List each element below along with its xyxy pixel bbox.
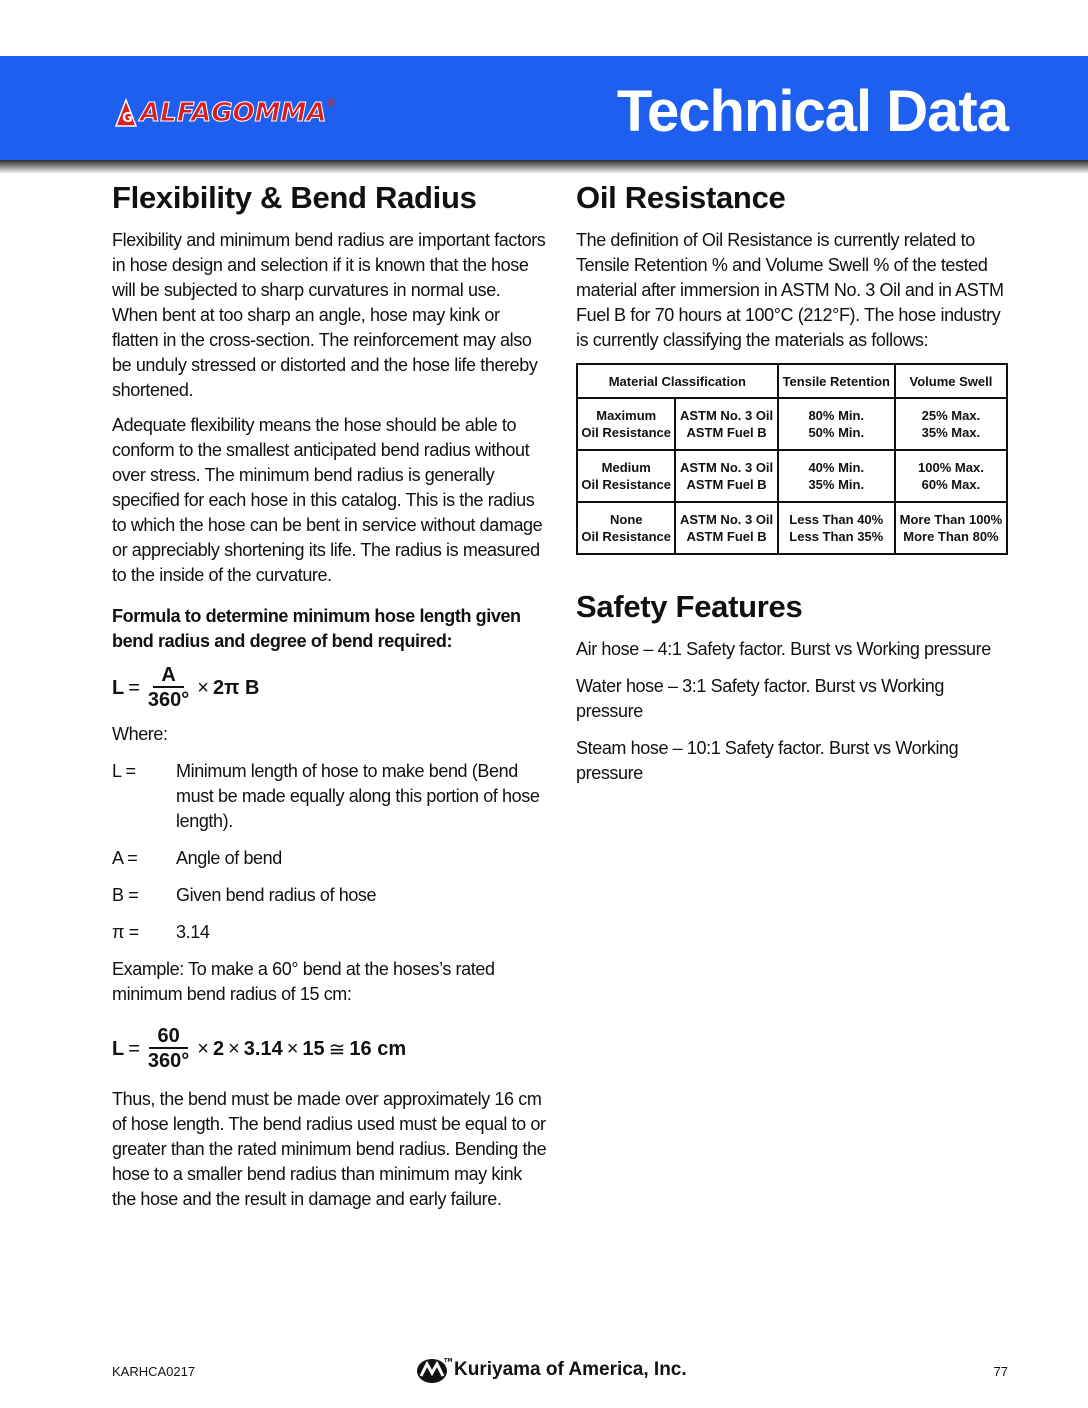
- test-line-2: ASTM Fuel B: [686, 477, 767, 492]
- tensile-line-2: Less Than 35%: [789, 529, 884, 544]
- tensile-line-2: 35% Min.: [808, 477, 865, 492]
- formula2-fifteen: 15: [302, 1037, 325, 1060]
- oil-resistance-section: [576, 180, 1012, 796]
- tensile-line-2: 50% Min.: [808, 425, 865, 440]
- formula2-equals: =: [128, 1037, 140, 1060]
- test-cell: [675, 398, 777, 450]
- definition-key: π =: [112, 922, 139, 942]
- svg-text:TM: TM: [444, 1358, 453, 1364]
- definition-key: B =: [112, 885, 139, 905]
- definition-value: Angle of bend: [176, 848, 282, 868]
- definition-row: [112, 883, 548, 908]
- test-cell: [675, 450, 777, 502]
- formula2-times-1: ×: [197, 1037, 209, 1060]
- formula-rest: 2π B: [212, 676, 260, 699]
- definition-row: [112, 920, 548, 945]
- class-line-2: Oil Resistance: [581, 425, 672, 440]
- formula-example: [112, 1025, 548, 1073]
- formula2-numerator: 60: [149, 1025, 187, 1049]
- tensile-cell: [778, 450, 895, 502]
- formula2-times-2: ×: [228, 1037, 240, 1060]
- tensile-line-1: 80% Min.: [808, 408, 865, 423]
- oil-resistance-table: [576, 363, 1008, 555]
- definition-key: L =: [112, 761, 136, 781]
- formula-denominator: 360°: [147, 689, 190, 711]
- test-line-1: ASTM No. 3 Oil: [679, 460, 774, 475]
- page-footer: [112, 1356, 1008, 1386]
- swell-cell: [895, 450, 1007, 502]
- formula-equals: =: [128, 676, 140, 699]
- test-line-1: ASTM No. 3 Oil: [679, 512, 774, 527]
- tensile-cell: [778, 502, 895, 554]
- table-header-row: [577, 364, 1007, 398]
- formula2-approx: ≅: [328, 1038, 346, 1061]
- formula2-two: 2: [212, 1037, 225, 1060]
- page-title: Technical Data: [616, 79, 1008, 144]
- formula2-times-3: ×: [286, 1037, 299, 1060]
- tensile-line-1: Less Than 40%: [789, 512, 884, 527]
- formula-times: ×: [197, 676, 209, 699]
- alfagomma-logo: [112, 96, 336, 130]
- page-number: 77: [993, 1364, 1008, 1379]
- test-line-1: ASTM No. 3 Oil: [679, 408, 774, 423]
- tensile-cell: [778, 398, 895, 450]
- table-row: [577, 450, 1007, 502]
- header-shadow: [0, 160, 1088, 174]
- header-material-classification: Material Classification: [577, 364, 778, 398]
- class-line-1: None: [609, 512, 643, 527]
- formula-general: [112, 664, 548, 712]
- formula-fraction: [148, 664, 189, 712]
- formula2-result: 16 cm: [349, 1037, 407, 1060]
- formula2-fraction: [148, 1025, 189, 1073]
- class-cell: [577, 502, 675, 554]
- table-row: [577, 502, 1007, 554]
- swell-line-2: 35% Max.: [921, 425, 981, 440]
- class-line-2: Oil Resistance: [581, 477, 672, 492]
- definition-row: [112, 759, 548, 834]
- test-cell: [675, 502, 777, 554]
- definitions-list: [112, 759, 548, 945]
- safety-item: Air hose – 4:1 Safety factor. Burst vs Working pressure: [576, 639, 991, 659]
- class-line-1: Medium: [601, 460, 651, 475]
- header-volume-swell: Volume Swell: [895, 364, 1007, 398]
- definition-value: Given bend radius of hose: [176, 885, 377, 905]
- safety-features-section: [576, 589, 1012, 786]
- alfagomma-mark-icon: [112, 98, 138, 128]
- kuriyama-logo-icon: [416, 1356, 453, 1384]
- footer-brand-text: Kuriyama of America, Inc.: [454, 1359, 687, 1380]
- footer-brand: [416, 1356, 687, 1384]
- oil-resistance-paragraph: The definition of Oil Resistance is currently related to Tensile Retention % and Volume Swell % of the tested material after immersion in ASTM No. 3 Oil and in ASTM Fuel B for 70 hours at 100°C (212°F). The hose industry is currently classifying the materials as follows:: [576, 230, 1004, 350]
- class-cell: [577, 398, 675, 450]
- example-text: Example: To make a 60° bend at the hoses’s rated minimum bend radius of 15 cm:: [112, 959, 495, 1004]
- where-label: Where:: [112, 724, 168, 744]
- definition-row: [112, 846, 548, 871]
- definition-value: Minimum length of hose to make bend (Bend must be made equally along this portion of hose length).: [176, 761, 540, 831]
- formula2-lhs: L: [112, 1037, 125, 1060]
- definition-value: 3.14: [176, 922, 210, 942]
- oil-resistance-heading: Oil Resistance: [576, 180, 786, 215]
- flexibility-paragraph-1: Flexibility and minimum bend radius are important factors in hose design and selection if it is known that the hose will be subjected to sharp curvatures in normal use. When bent at too sharp an angle, hose may kink or flatten in the cross-section. The reinforcement may also be unduly stressed or distorted and the hose life thereby shortened.: [112, 230, 546, 400]
- safety-item: Steam hose – 10:1 Safety factor. Burst vs Working pressure: [576, 738, 959, 783]
- formula-numerator: A: [153, 664, 183, 688]
- definition-key: A =: [112, 848, 138, 868]
- formula-lhs: L: [112, 676, 125, 699]
- swell-line-1: 25% Max.: [921, 408, 981, 423]
- test-line-2: ASTM Fuel B: [686, 529, 767, 544]
- test-line-2: ASTM Fuel B: [686, 425, 767, 440]
- swell-line-2: 60% Max.: [921, 477, 981, 492]
- flexibility-paragraph-2: Adequate flexibility means the hose should be able to conform to the smallest anticipated bend radius without over stress. The minimum bend radius is generally specified for each hose in this catalog. This is the radius to which the hose can be bent in service without damage or appreciably shortening its life. The radius is measured to the inside of the curvature.: [112, 415, 543, 585]
- swell-line-1: 100% Max.: [918, 460, 984, 475]
- formula2-denominator: 360°: [147, 1050, 190, 1072]
- flexibility-heading: Flexibility & Bend Radius: [112, 180, 477, 215]
- safety-features-heading: Safety Features: [576, 589, 803, 624]
- swell-line-1: More Than 100%: [899, 512, 1003, 527]
- formula-intro: Formula to determine minimum hose length given bend radius and degree of bend required:: [112, 606, 521, 651]
- header-tensile-retention: Tensile Retention: [778, 364, 895, 398]
- document-code: KARHCA0217: [112, 1364, 196, 1379]
- conclusion-paragraph: Thus, the bend must be made over approximately 16 cm of hose length. The bend radius used must be equal to or greater than the rated minimum bend radius. Bending the hose to a smaller bend radius than minimum may kink the hose and the result in damage and early failure.: [112, 1089, 547, 1209]
- class-line-2: Oil Resistance: [581, 529, 672, 544]
- flexibility-section: [112, 180, 548, 1222]
- safety-item: Water hose – 3:1 Safety factor. Burst vs Working pressure: [576, 676, 944, 721]
- class-line-1: Maximum: [596, 408, 657, 423]
- swell-cell: [895, 502, 1007, 554]
- formula2-pi-value: 3.14: [243, 1037, 283, 1060]
- class-cell: [577, 450, 675, 502]
- swell-cell: [895, 398, 1007, 450]
- logo-registered-mark: ®: [327, 96, 337, 110]
- tensile-line-1: 40% Min.: [808, 460, 865, 475]
- table-row: [577, 398, 1007, 450]
- logo-text: ALFAGOMMA: [140, 98, 327, 128]
- swell-line-2: More Than 80%: [903, 529, 999, 544]
- svg-text:G: G: [122, 111, 133, 126]
